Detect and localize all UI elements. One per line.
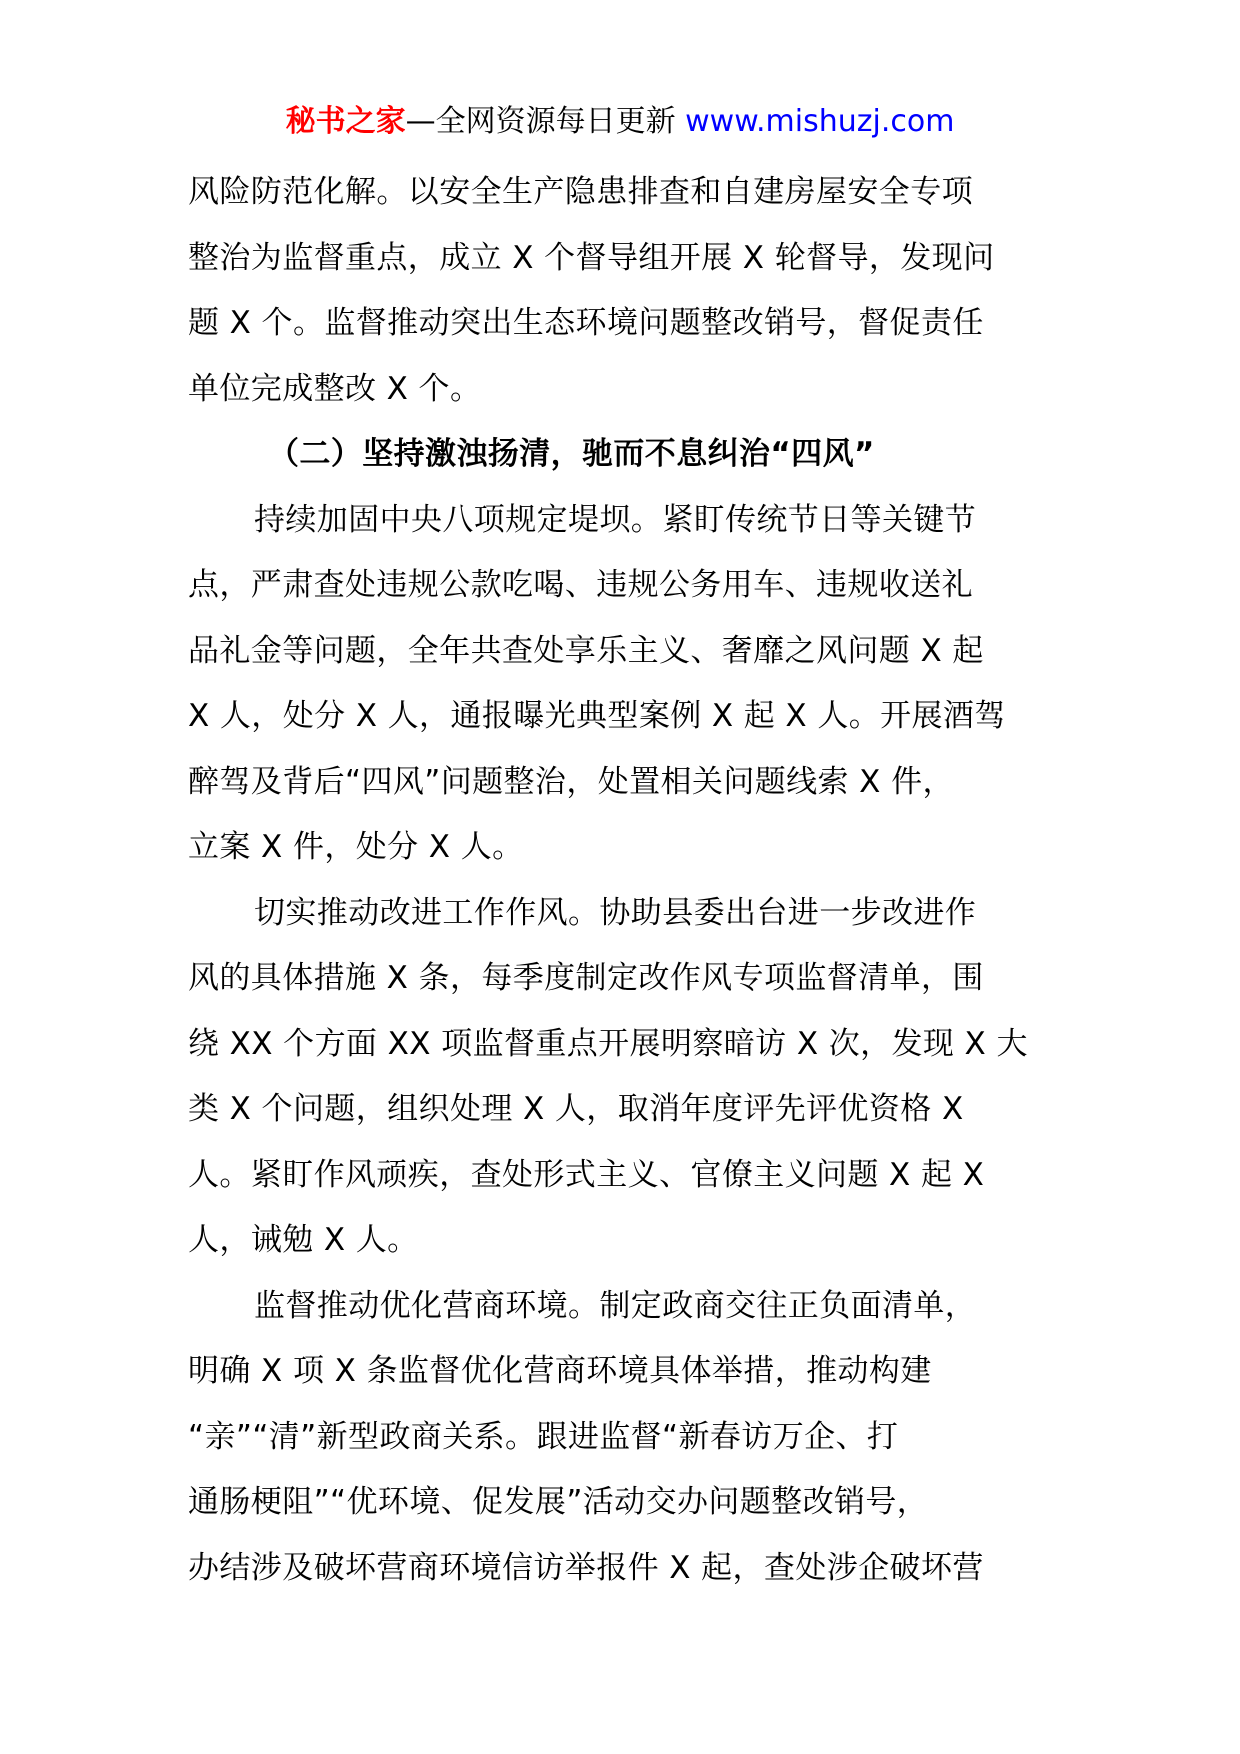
paragraph-line: 持续加固中央八项规定堤坝。紧盯传统节日等关键节 xyxy=(254,501,977,538)
document-body xyxy=(188,160,1056,1601)
paragraph-line: 整治为监督重点，成立 X 个督导组开展 X 轮督导，发现问 xyxy=(188,239,995,276)
paragraph-line: X 人，处分 X 人，通报曝光典型案例 X 起 X 人。开展酒驾 xyxy=(188,698,1006,734)
header-tagline: —全网资源每日更新 xyxy=(405,104,686,139)
brand-name: 秘书之家 xyxy=(285,104,406,139)
paragraph-line: 单位完成整改 X 个。 xyxy=(188,370,482,407)
paragraph-line: 风的具体措施 X 条，每季度制定改作风专项监督清单，围 xyxy=(188,960,984,996)
paragraph-line: 品礼金等问题，全年共查处享乐主义、奢靡之风问题 X 起 xyxy=(188,632,984,669)
paragraph-line: 绕 XX 个方面 XX 项监督重点开展明察暗访 X 次，发现 X 大 xyxy=(188,1025,1028,1062)
site-url-link[interactable]: www.mishuzj.com xyxy=(685,104,955,139)
paragraph-line: 立案 X 件，处分 X 人。 xyxy=(188,829,524,865)
paragraph-line: 人，诫勉 X 人。 xyxy=(188,1222,419,1258)
site-header xyxy=(0,100,1240,144)
paragraph-line: 题 X 个。监督推动突出生态环境问题整改销号，督促责任 xyxy=(188,305,984,341)
paragraph-line: 监督推动优化营商环境。制定政商交往正负面清单， xyxy=(254,1287,977,1324)
section-heading: （二）坚持激浊扬清，驰而不息纠治“四风” xyxy=(268,436,875,472)
paragraph-line: 风险防范化解。以安全生产隐患排查和自建房屋安全专项 xyxy=(188,174,973,210)
paragraph-line: 醉驾及背后“四风”问题整治，处置相关问题线索 X 件， xyxy=(188,763,954,800)
paragraph-line: 通肠梗阻”“优环境、促发展”活动交办问题整改销号， xyxy=(188,1484,929,1520)
paragraph-line: 切实推动改进工作作风。协助县委出台进一步改进作 xyxy=(254,894,977,931)
paragraph-line: 人。紧盯作风顽疾，查处形式主义、官僚主义问题 X 起 X xyxy=(188,1156,985,1193)
paragraph-line: 类 X 个问题，组织处理 X 人，取消年度评先评优资格 X xyxy=(188,1091,964,1127)
paragraph-line: 办结涉及破坏营商环境信访举报件 X 起，查处涉企破坏营 xyxy=(188,1549,984,1586)
paragraph-line: 点，严肃查处违规公款吃喝、违规公务用车、违规收送礼 xyxy=(188,567,973,603)
paragraph-line: 明确 X 项 X 条监督优化营商环境具体举措，推动构建 xyxy=(188,1353,932,1389)
paragraph-line: “亲”“清”新型政商关系。跟进监督“新春访万企、打 xyxy=(188,1418,899,1455)
